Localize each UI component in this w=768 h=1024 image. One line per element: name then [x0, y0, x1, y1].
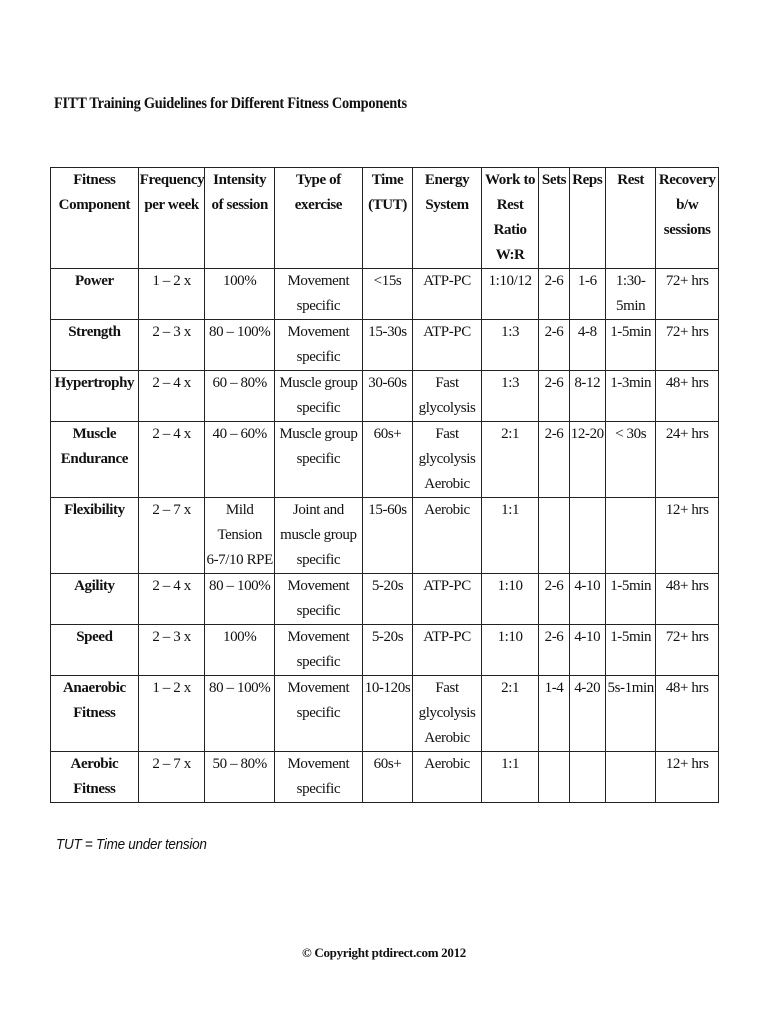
cell-sets: [539, 498, 569, 574]
cell-time: 60s+: [362, 422, 412, 498]
cell-sets: 2-6: [539, 269, 569, 320]
header-intensity: Intensity of session: [205, 168, 275, 269]
cell-rest: [605, 498, 655, 574]
cell-frequency: 2 – 4 x: [138, 574, 205, 625]
cell-recovery: 12+ hrs: [656, 752, 719, 803]
header-rest: Rest: [605, 168, 655, 269]
cell-work-rest: 1:3: [481, 320, 539, 371]
cell-type: Movement specific: [275, 269, 363, 320]
cell-intensity: 40 – 60%: [205, 422, 275, 498]
cell-intensity: 80 – 100%: [205, 320, 275, 371]
cell-recovery: 48+ hrs: [656, 574, 719, 625]
cell-sets: 2-6: [539, 320, 569, 371]
cell-frequency: 2 – 3 x: [138, 625, 205, 676]
table-row: [51, 371, 719, 422]
table-row: [51, 574, 719, 625]
cell-type: Movement specific: [275, 676, 363, 752]
cell-intensity: Mild Tension 6-7/10 RPE: [205, 498, 275, 574]
cell-frequency: 1 – 2 x: [138, 676, 205, 752]
cell-energy: Fast glycolysis Aerobic: [413, 422, 482, 498]
cell-component: Strength: [51, 320, 139, 371]
table-row: [51, 422, 719, 498]
cell-sets: 2-6: [539, 422, 569, 498]
table-row: [51, 269, 719, 320]
header-time: Time (TUT): [362, 168, 412, 269]
cell-work-rest: 1:1: [481, 752, 539, 803]
cell-type: Movement specific: [275, 625, 363, 676]
cell-frequency: 2 – 7 x: [138, 498, 205, 574]
cell-component: Flexibility: [51, 498, 139, 574]
cell-frequency: 2 – 3 x: [138, 320, 205, 371]
cell-work-rest: 1:10/12: [481, 269, 539, 320]
header-sets: Sets: [539, 168, 569, 269]
cell-type: Movement specific: [275, 574, 363, 625]
cell-energy: ATP-PC: [413, 320, 482, 371]
cell-reps: 1-6: [569, 269, 605, 320]
cell-sets: 2-6: [539, 371, 569, 422]
cell-time: 5-20s: [362, 574, 412, 625]
header-frequency: Frequency per week: [138, 168, 205, 269]
cell-work-rest: 1:3: [481, 371, 539, 422]
cell-work-rest: 1:10: [481, 625, 539, 676]
cell-component: Anaerobic Fitness: [51, 676, 139, 752]
cell-reps: 8-12: [569, 371, 605, 422]
table-row: [51, 752, 719, 803]
copyright-footer: © Copyright ptdirect.com 2012: [302, 945, 466, 960]
cell-time: 60s+: [362, 752, 412, 803]
table-row: [51, 320, 719, 371]
cell-component: Power: [51, 269, 139, 320]
cell-frequency: 2 – 7 x: [138, 752, 205, 803]
table-row: [51, 676, 719, 752]
cell-reps: 4-10: [569, 625, 605, 676]
cell-reps: 12-20: [569, 422, 605, 498]
cell-time: <15s: [362, 269, 412, 320]
cell-time: 30-60s: [362, 371, 412, 422]
cell-intensity: 50 – 80%: [205, 752, 275, 803]
cell-recovery: 72+ hrs: [656, 269, 719, 320]
cell-reps: [569, 498, 605, 574]
cell-work-rest: 2:1: [481, 676, 539, 752]
cell-sets: 2-6: [539, 625, 569, 676]
table-row: [51, 498, 719, 574]
cell-type: Muscle group specific: [275, 371, 363, 422]
header-reps: Reps: [569, 168, 605, 269]
cell-frequency: 2 – 4 x: [138, 371, 205, 422]
cell-rest: 1-3min: [605, 371, 655, 422]
cell-energy: ATP-PC: [413, 269, 482, 320]
header-type-of-exercise: Type of exercise: [275, 168, 363, 269]
cell-intensity: 80 – 100%: [205, 676, 275, 752]
cell-frequency: 2 – 4 x: [138, 422, 205, 498]
cell-recovery: 24+ hrs: [656, 422, 719, 498]
header-energy-system: Energy System: [413, 168, 482, 269]
table-row: [51, 625, 719, 676]
tut-footnote: TUT = Time under tension: [56, 836, 207, 853]
cell-recovery: 72+ hrs: [656, 320, 719, 371]
cell-reps: [569, 752, 605, 803]
cell-recovery: 72+ hrs: [656, 625, 719, 676]
cell-component: Aerobic Fitness: [51, 752, 139, 803]
cell-intensity: 80 – 100%: [205, 574, 275, 625]
cell-intensity: 100%: [205, 625, 275, 676]
cell-intensity: 100%: [205, 269, 275, 320]
cell-time: 10-120s: [362, 676, 412, 752]
page-title: FITT Training Guidelines for Different Fitness Components: [54, 95, 407, 112]
cell-rest: 1:30- 5min: [605, 269, 655, 320]
cell-work-rest: 1:1: [481, 498, 539, 574]
cell-energy: Aerobic: [413, 752, 482, 803]
cell-recovery: 12+ hrs: [656, 498, 719, 574]
cell-energy: Fast glycolysis: [413, 371, 482, 422]
cell-time: 15-60s: [362, 498, 412, 574]
header-fitness-component: Fitness Component: [51, 168, 139, 269]
cell-type: Movement specific: [275, 752, 363, 803]
cell-reps: 4-8: [569, 320, 605, 371]
cell-time: 5-20s: [362, 625, 412, 676]
cell-intensity: 60 – 80%: [205, 371, 275, 422]
cell-rest: 1-5min: [605, 574, 655, 625]
fitt-table: [50, 167, 719, 803]
cell-sets: [539, 752, 569, 803]
cell-work-rest: 2:1: [481, 422, 539, 498]
cell-type: Movement specific: [275, 320, 363, 371]
cell-type: Muscle group specific: [275, 422, 363, 498]
table-header-row: [51, 168, 719, 269]
cell-sets: 2-6: [539, 574, 569, 625]
header-recovery: Recovery b/w sessions: [656, 168, 719, 269]
cell-energy: ATP-PC: [413, 625, 482, 676]
cell-work-rest: 1:10: [481, 574, 539, 625]
cell-recovery: 48+ hrs: [656, 371, 719, 422]
cell-energy: Aerobic: [413, 498, 482, 574]
cell-sets: 1-4: [539, 676, 569, 752]
cell-component: Agility: [51, 574, 139, 625]
cell-energy: Fast glycolysis Aerobic: [413, 676, 482, 752]
header-work-rest-ratio: Work to Rest Ratio W:R: [481, 168, 539, 269]
cell-rest: 5s-1min: [605, 676, 655, 752]
cell-frequency: 1 – 2 x: [138, 269, 205, 320]
cell-rest: 1-5min: [605, 320, 655, 371]
cell-rest: [605, 752, 655, 803]
cell-reps: 4-20: [569, 676, 605, 752]
cell-recovery: 48+ hrs: [656, 676, 719, 752]
cell-component: Hypertrophy: [51, 371, 139, 422]
cell-component: Muscle Endurance: [51, 422, 139, 498]
cell-time: 15-30s: [362, 320, 412, 371]
cell-rest: < 30s: [605, 422, 655, 498]
cell-reps: 4-10: [569, 574, 605, 625]
cell-component: Speed: [51, 625, 139, 676]
cell-rest: 1-5min: [605, 625, 655, 676]
cell-energy: ATP-PC: [413, 574, 482, 625]
cell-type: Joint and muscle group specific: [275, 498, 363, 574]
